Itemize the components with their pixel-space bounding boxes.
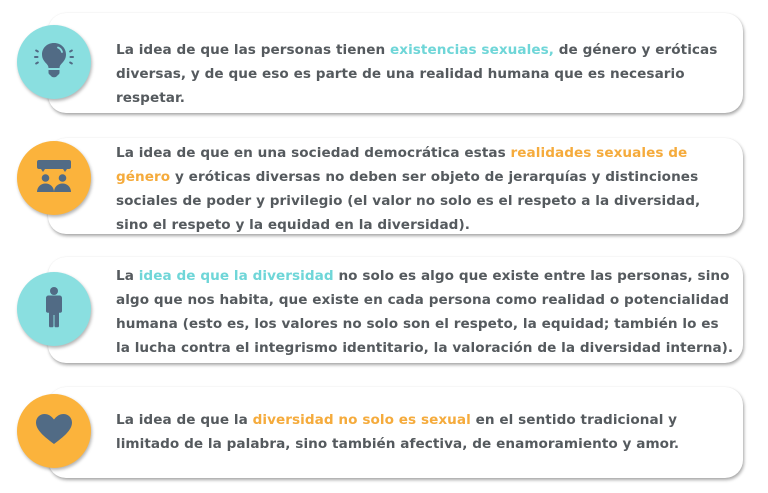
item-text-plain: de género y eróticas diversas, y de que eso es parte de una realidad humana que es necesario respetar. — [116, 42, 718, 106]
icon-circle-4 — [17, 394, 91, 468]
item-highlight: idea de que la diversidad — [138, 268, 334, 284]
icon-circle-1 — [17, 25, 91, 99]
item-text-plain: La idea de que en una sociedad democrática estas — [116, 145, 511, 161]
item-text-plain: La idea de que las personas tienen — [116, 42, 390, 58]
item-text-plain: La idea de que la — [116, 412, 253, 428]
person-icon — [31, 284, 77, 334]
item-text-2 — [116, 141, 736, 237]
item-highlight: diversidad no solo es sexual — [252, 412, 471, 428]
item-text-plain: en el sentido tradicional y limitado de la palabra, sino también afectiva, de enamoramiento y amor. — [116, 412, 680, 452]
heart-icon — [31, 406, 77, 456]
lightbulb-icon — [31, 37, 77, 87]
item-text-plain: no solo es algo que existe entre las personas, sino algo que nos habita, que existe en cada persona como realidad o potencialidad humana (esto es, los valores no solo son el respeto, la equidad; también lo es la lucha contra el integrismo identitario, la valoración de la diversidad interna). — [116, 268, 734, 356]
item-text-plain: y eróticas diversas no deben ser objeto de jerarquías y distinciones sociales de poder y privilegio (el valor no solo es el respeto a la diversidad, sino el respeto y la equidad en la diversidad). — [116, 169, 701, 233]
item-text-1 — [116, 38, 736, 110]
item-highlight: existencias sexuales, — [389, 42, 554, 58]
icon-circle-2 — [17, 141, 91, 215]
icon-circle-3 — [17, 272, 91, 346]
item-text-4 — [116, 408, 736, 456]
item-text-plain: La — [116, 268, 139, 284]
people-conversation-icon — [31, 153, 77, 203]
item-highlight: realidades sexuales de género — [116, 145, 688, 185]
item-text-3 — [116, 264, 736, 360]
